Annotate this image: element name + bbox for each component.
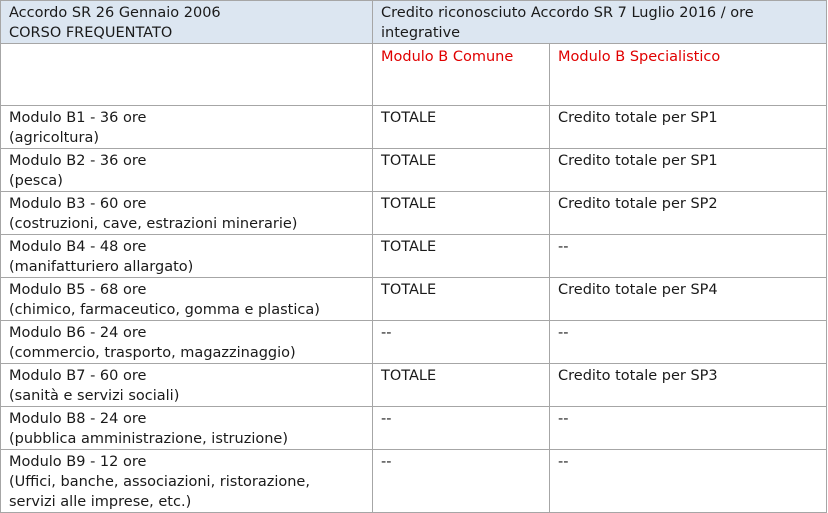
- course-cell: Modulo B9 - 12 ore (Uffici, banche, associazioni, ristorazione, servizi alle imprese, etc.): [1, 450, 373, 513]
- course-cell: Modulo B8 - 24 ore (pubblica amministrazione, istruzione): [1, 407, 373, 450]
- table-row: [1, 407, 827, 450]
- table-row: [1, 149, 827, 192]
- table-row: [1, 321, 827, 364]
- course-cell: Modulo B4 - 48 ore (manifatturiero allargato): [1, 235, 373, 278]
- specialistico-cell: --: [550, 407, 827, 450]
- specialistico-cell: Credito totale per SP2: [550, 192, 827, 235]
- comune-cell: TOTALE: [373, 235, 550, 278]
- comune-cell: TOTALE: [373, 149, 550, 192]
- course-cell: Modulo B1 - 36 ore (agricoltura): [1, 106, 373, 149]
- comune-cell: TOTALE: [373, 364, 550, 407]
- table-row: [1, 364, 827, 407]
- table-row: [1, 450, 827, 513]
- comune-cell: TOTALE: [373, 278, 550, 321]
- comune-cell: TOTALE: [373, 106, 550, 149]
- table-row: [1, 235, 827, 278]
- specialistico-cell: Credito totale per SP4: [550, 278, 827, 321]
- comune-cell: --: [373, 321, 550, 364]
- specialistico-cell: --: [550, 321, 827, 364]
- course-cell: Modulo B6 - 24 ore (commercio, trasporto, magazzinaggio): [1, 321, 373, 364]
- table-row: [1, 278, 827, 321]
- subheader-modulo-b-specialistico: Modulo B Specialistico: [550, 44, 827, 106]
- table-row: [1, 106, 827, 149]
- course-cell: Modulo B3 - 60 ore (costruzioni, cave, estrazioni minerarie): [1, 192, 373, 235]
- header-row: [1, 1, 827, 44]
- header-course-attended: Accordo SR 26 Gennaio 2006 CORSO FREQUENTATO: [1, 1, 373, 44]
- comune-cell: TOTALE: [373, 192, 550, 235]
- course-cell: Modulo B7 - 60 ore (sanità e servizi sociali): [1, 364, 373, 407]
- specialistico-cell: --: [550, 450, 827, 513]
- comune-cell: --: [373, 407, 550, 450]
- specialistico-cell: Credito totale per SP1: [550, 106, 827, 149]
- header-credit-recognized: Credito riconosciuto Accordo SR 7 Luglio 2016 / ore integrative: [373, 1, 827, 44]
- specialistico-cell: Credito totale per SP3: [550, 364, 827, 407]
- specialistico-cell: Credito totale per SP1: [550, 149, 827, 192]
- specialistico-cell: --: [550, 235, 827, 278]
- subheader-row: [1, 44, 827, 106]
- comune-cell: --: [373, 450, 550, 513]
- subheader-empty-cell: [1, 44, 373, 106]
- course-cell: Modulo B5 - 68 ore (chimico, farmaceutico, gomma e plastica): [1, 278, 373, 321]
- subheader-modulo-b-comune: Modulo B Comune: [373, 44, 550, 106]
- course-cell: Modulo B2 - 36 ore (pesca): [1, 149, 373, 192]
- table-row: [1, 192, 827, 235]
